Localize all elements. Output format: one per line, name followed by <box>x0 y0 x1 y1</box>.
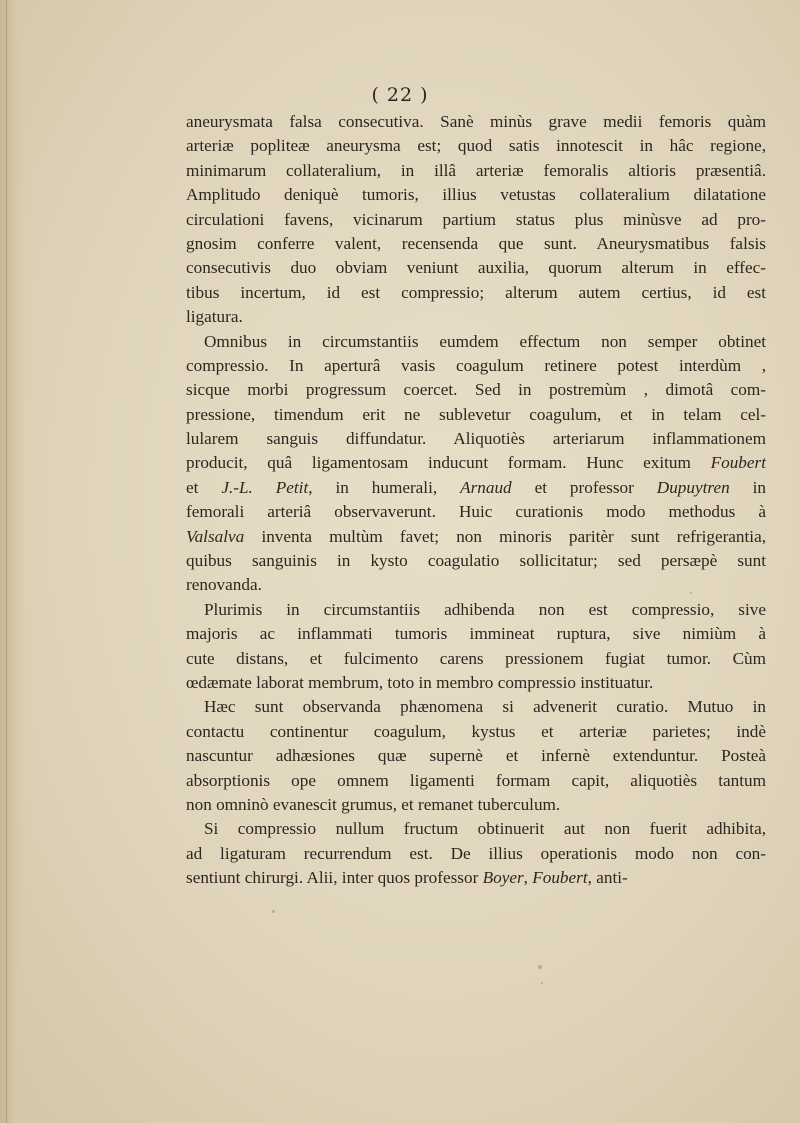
italic-name: J.-L. Petit <box>221 477 309 497</box>
foxing-spot <box>690 592 692 594</box>
text-run: producit, quâ ligamentosam inducunt formam. Hunc exitum <box>186 453 711 473</box>
italic-name: Foubert <box>710 453 766 473</box>
text-run: absorptionis ope omnem ligamenti formam capit, aliquotiès tantum <box>186 770 766 790</box>
text-line <box>186 842 766 866</box>
text-run: , anti- <box>587 868 628 888</box>
text-line <box>186 208 766 232</box>
text-line <box>186 549 766 573</box>
text-run: Amplitudo deniquè tumoris, illius vetustas collateralium dilatatione <box>186 185 766 205</box>
paragraph <box>186 695 766 817</box>
text-run: nascuntur adhæsiones quæ supernè et infernè extenduntur. Posteà <box>186 746 766 766</box>
text-line <box>186 573 766 597</box>
text-run: tibus incertum, id est compressio; alterum autem certius, id est <box>186 282 766 302</box>
text-line <box>186 354 766 378</box>
text-line <box>186 159 766 183</box>
text-line <box>186 378 766 402</box>
text-line <box>186 671 766 695</box>
text-run: et <box>186 477 222 497</box>
text-run: Plurimis in circumstantiis adhibenda non est compressio, sive <box>204 599 766 619</box>
text-line <box>186 183 766 207</box>
text-line <box>186 281 766 305</box>
text-run: Hæc sunt observanda phænomena si advenerit curatio. Mutuo in <box>204 697 766 717</box>
text-run: pressione, timendum erit ne sublevetur coagulum, et in telam cel- <box>186 404 766 424</box>
italic-name: Valsalva <box>186 526 245 546</box>
text-run: arteriæ popliteæ aneurysma est; quod satis innotescit in hâc regione, <box>186 136 766 156</box>
italic-name: Boyer <box>482 868 524 888</box>
text-line <box>186 403 766 427</box>
text-run: , <box>523 868 533 888</box>
page-number: ( 22 ) <box>371 84 429 106</box>
text-line <box>186 330 766 354</box>
text-run: sentiunt chirurgi. Alii, inter quos professor <box>186 868 483 888</box>
text-run: Omnibus in circumstantiis eumdem effectum non semper obtinet <box>204 331 766 351</box>
text-line <box>186 622 766 646</box>
text-line <box>186 451 766 475</box>
text-line <box>186 695 766 719</box>
body-text <box>186 110 766 891</box>
text-run: majoris ac inflammati tumoris immineat ruptura, sive nimiùm à <box>186 624 766 644</box>
text-line <box>186 525 766 549</box>
text-line <box>186 500 766 524</box>
text-line <box>186 232 766 256</box>
foxing-spot <box>272 910 275 913</box>
text-run: femorali arteriâ observaverunt. Huic curationis modo methodus à <box>186 502 766 522</box>
text-run: gnosim conferre valent, recensenda que sunt. Aneurysmatibus falsis <box>186 233 766 253</box>
paragraph <box>186 110 766 330</box>
text-run: et professor <box>511 477 657 497</box>
text-run: renovanda. <box>186 575 262 595</box>
text-run: non omninò evanescit grumus, et remanet tuberculum. <box>186 794 561 814</box>
text-run: minimarum collateralium, in illâ arteriæ femoralis altioris præsentiâ. <box>186 160 766 180</box>
text-line <box>186 769 766 793</box>
text-run: consecutivis duo obviam veniunt auxilia, quorum alterum in effec- <box>186 258 766 278</box>
foxing-spot <box>538 965 542 969</box>
text-run: cute distans, et fulcimento carens pressionem fugiat tumor. Cùm <box>186 648 766 668</box>
page-edge-line <box>6 0 7 1123</box>
text-line <box>186 110 766 134</box>
paragraph <box>186 598 766 696</box>
text-run: inventa multùm favet; non minoris paritèr sunt refrigerantia, <box>244 526 766 546</box>
text-run: , in humerali, <box>308 477 461 497</box>
text-line <box>186 793 766 817</box>
text-line <box>186 256 766 280</box>
text-run: contactu continentur coagulum, kystus et arteriæ parietes; indè <box>186 721 766 741</box>
text-run: sicque morbi progressum coercet. Sed in postremùm , dimotâ com- <box>186 380 766 400</box>
italic-name: Foubert <box>532 868 588 888</box>
text-run: lularem sanguis diffundatur. Aliquotiès arteriarum inflammationem <box>186 429 766 449</box>
text-line <box>186 134 766 158</box>
text-run: ad ligaturam recurrendum est. De illius operationis modo non con- <box>186 843 766 863</box>
text-run: aneurysmata falsa consecutiva. Sanè minùs grave medii femoris quàm <box>186 112 766 131</box>
text-run: Si compressio nullum fructum obtinuerit aut non fuerit adhibita, <box>204 819 766 839</box>
page-edge-shadow <box>0 0 26 1123</box>
text-line <box>186 720 766 744</box>
text-run: compressio. In aperturâ vasis coagulum retinere potest interdùm , <box>186 355 766 375</box>
text-run: ligatura. <box>186 307 243 327</box>
text-line <box>186 866 766 890</box>
foxing-spot <box>541 982 543 984</box>
italic-name: Arnaud <box>460 477 512 497</box>
text-line <box>186 476 766 500</box>
paragraph <box>186 330 766 598</box>
text-run: in <box>729 477 766 497</box>
text-line <box>186 305 766 329</box>
text-run: circulationi favens, vicinarum partium status plus minùsve ad pro- <box>186 209 766 229</box>
paragraph <box>186 817 766 890</box>
italic-name: Dupuytren <box>656 477 730 497</box>
text-line <box>186 744 766 768</box>
text-line <box>186 427 766 451</box>
text-line <box>186 647 766 671</box>
text-run: quibus sanguinis in kysto coagulatio sollicitatur; sed persæpè sunt <box>186 551 766 571</box>
text-line <box>186 817 766 841</box>
text-line <box>186 598 766 622</box>
text-run: œdæmate laborat membrum, toto in membro compressio instituatur. <box>186 672 654 692</box>
